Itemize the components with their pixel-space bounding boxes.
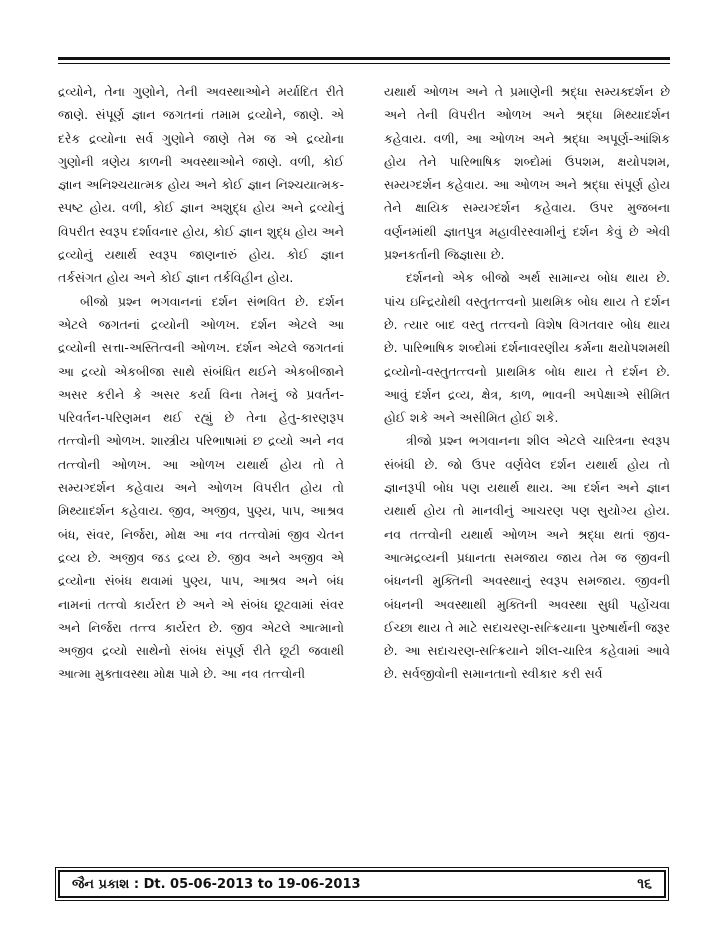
publication-info: જૈન પ્રકાશ : Dt. 05-06-2013 to 19-06-2013 <box>72 876 361 892</box>
left-column <box>58 80 344 850</box>
header-rule-thin <box>58 63 670 64</box>
paragraph: દ્રવ્યોને, તેના ગુણોને, તેની અવસ્થાઓને મર્યાદિત રીતે જાણે. સંપૂર્ણ જ્ઞાન જગતનાં તમામ દ્રવ્યોને, જાણે. એ દરેક દ્રવ્યોના સર્વ ગુણોને જાણે તેમ જ એ દ્રવ્યોના ગુણોની ત્રણેય કાળની અવસ્થાઓને જાણે. વળી, કોઈ જ્ઞાન અનિશ્ચયાત્મક હોય અને કોઈ જ્ઞાન નિશ્ચયાત્મક-સ્પષ્ટ હોય. વળી, કોઈ જ્ઞાન અશુદ્ધ હોય અને દ્રવ્યોનું વિપરીત સ્વરૂપ દર્શાવનાર હોય, કોઈ જ્ઞાન શુદ્ધ હોય અને દ્રવ્યોનું યથાર્થ સ્વરૂપ જાણનારું હોય. કોઈ જ્ઞાન તર્કસંગત હોય અને કોઈ જ્ઞાન તર્કવિહીન હોય. <box>58 84 344 286</box>
paragraph: ત્રીજો પ્રશ્ન ભગવાનના શીલ એટલે ચારિત્રના સ્વરૂપ સંબંધી છે. જો ઉપર વર્ણવેલ દર્શન યથાર્થ હોય તો જ્ઞાનરૂપી બોધ પણ યથાર્થ થાય. આ દર્શન અને જ્ઞાન યથાર્થ હોય તો માનવીનું આચરણ પણ સુયોગ્ય હોય. નવ તત્ત્વોની યથાર્થ ઓળખ અને શ્રદ્ધા થતાં જીવ-આત્મદ્રવ્યની પ્રધાનતા સમજાય જાય તેમ જ જીવની બંધનની મુક્તિની અવસ્થાનું સ્વરૂપ સમજાય. જીવની બંધનની અવસ્થાથી મુક્તિની અવસ્થા સુધી પહોંચવા ઈચ્છા થાય તે માટે સદાચરણ-સત્ક્રિયાના પુરુષાર્થની જરૂર છે. આ સદાચરણ-સત્ક્રિયાને શીલ-ચારિત્ર કહેવામાં આવે છે. સર્વજીવોની સમાનતાનો સ્વીકાર કરી સર્વ <box>384 433 670 682</box>
header-rule-thick <box>58 57 670 60</box>
page-footer <box>58 870 666 898</box>
page-number: ૧૬ <box>637 876 652 892</box>
article-body <box>58 80 670 850</box>
paragraph: દર્શનનો એક બીજો અર્થ સામાન્ય બોધ થાય છે. પાંચ ઇન્દ્રિયોથી વસ્તુતત્ત્વનો પ્રાથમિક બોધ થાય તે દર્શન છે. ત્યાર બાદ વસ્તુ તત્ત્વનો વિશેષ વિગતવાર બોધ થાય છે. પારિભાષિક શબ્દોમાં દર્શનાવરણીય કર્મના ક્ષયોપશમથી દ્રવ્યોનો-વસ્તુતત્ત્વનો પ્રાથમિક બોધ થાય તે દર્શન છે. આવું દર્શન દ્રવ્ય, ક્ષેત્ર, કાળ, ભાવની અપેક્ષાએ સીમિત હોઈ શકે અને અસીમિત હોઈ શકે. <box>384 270 670 426</box>
paragraph: યથાર્થ ઓળખ અને તે પ્રમાણેની શ્રદ્ધા સમ્યક્દર્શન છે અને તેની વિપરીત ઓળખ અને શ્રદ્ધા મિથ્યાદર્શન કહેવાય. વળી, આ ઓળખ અને શ્રદ્ધા અપૂર્ણ-આંશિક હોય તેને પારિભાષિક શબ્દોમાં ઉપશમ, ક્ષયોપશમ, સમ્યગ્દર્શન કહેવાય. આ ઓળખ અને શ્રદ્ધા સંપૂર્ણ હોય તેને ક્ષાયિક સમ્યગ્દર્શન કહેવાય. ઉપર મુજબના વર્ણનમાંથી જ્ઞાતપુત્ર મહાવીરસ્વામીનું દર્શન કેવું છે એવી પ્રશ્નકર્તાની જિજ્ઞાસા છે. <box>384 84 670 263</box>
paragraph: બીજો પ્રશ્ન ભગવાનનાં દર્શન સંભવિત છે. દર્શન એટલે જગતનાં દ્રવ્યોની ઓળખ. દર્શન એટલે આ દ્રવ્યોની સત્તા-અસ્તિત્વની ઓળખ. દર્શન એટલે જગતનાં આ દ્રવ્યો એકબીજા સાથે સંબંધિત થઈને એકબીજાને અસર કરીને કે અસર કર્યા વિના તેમનું જે પ્રવર્તન-પરિવર્તન-પરિણમન થઈ રહ્યું છે તેના હેતુ-કારણરૂપ તત્ત્વોની ઓળખ. શાસ્ત્રીય પરિભાષામાં છ દ્રવ્યો અને નવ તત્ત્વોની ઓળખ. આ ઓળખ યથાર્થ હોય તો તે સમ્યગ્દર્શન કહેવાય અને ઓળખ વિપરીત હોય તો મિથ્યાદર્શન કહેવાય. જીવ, અજીવ, પુણ્ય, પાપ, આશ્રવ બંધ, સંવર, નિર્જરા, મોક્ષ આ નવ તત્ત્વોમાં જીવ ચેતન દ્રવ્ય છે. અજીવ જડ દ્રવ્ય છે. જીવ અને અજીવ એ દ્રવ્યોના સંબંધ થવામાં પુણ્ય, પાપ, આશ્રવ અને બંધ નામનાં તત્ત્વો કાર્યરત છે અને એ સંબંધ છૂટવામાં સંવર અને નિર્જરા તત્ત્વ કાર્યરત છે. જીવ એટલે આત્માનો અજીવ દ્રવ્યો સાથેનો સંબંધ સંપૂર્ણ રીતે છૂટી જવાથી આત્મા મુક્તાવસ્થા મોક્ષ પામે છે. આ નવ તત્ત્વોની <box>58 293 344 682</box>
right-column <box>384 80 670 850</box>
